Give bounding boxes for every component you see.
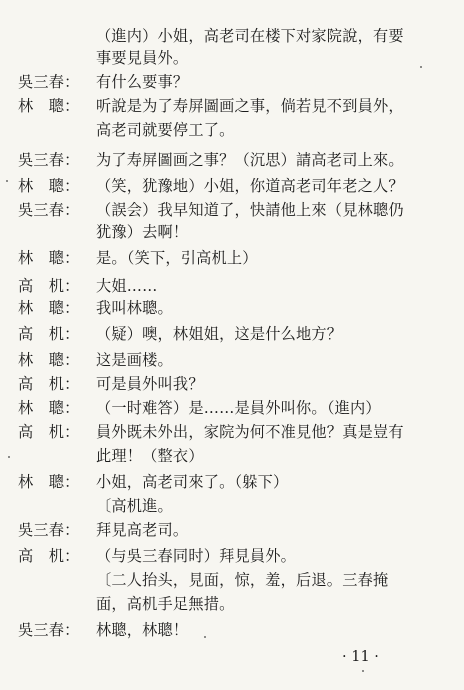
speaker-label: 林 聰：	[18, 249, 80, 267]
print-speck	[420, 66, 422, 68]
dialogue-text: （笑，犹豫地）小姐，你道高老司年老之人？	[96, 177, 404, 195]
speaker-label: 林 聰：	[18, 97, 80, 115]
dialogue-text: 可是員外叫我？	[96, 375, 204, 393]
dialogue-text: （一时难答）是……是員外叫你。（進内）	[96, 399, 381, 417]
speaker-label: 高 机：	[18, 277, 80, 295]
dialogue-text: 为了寿屏圖画之事？（沉思）請高老司上來。	[96, 151, 404, 169]
continuation-text: 此理！（整衣）	[96, 447, 204, 465]
speaker-label: 吳三春：	[18, 73, 80, 91]
dialogue-text: 員外既未外出，家院为何不准見他？真是豈有	[96, 423, 404, 441]
speaker-label: 林 聰：	[18, 351, 80, 369]
dialogue-text: 大姐……	[96, 277, 158, 295]
speaker-label: 林 聰：	[18, 473, 80, 491]
speaker-label: 高 机：	[18, 325, 80, 343]
speaker-label: 高 机：	[18, 423, 80, 441]
speaker-label: 吳三春：	[18, 521, 80, 539]
speaker-label: 林 聰：	[18, 177, 80, 195]
continuation-text: 高老司就要停工了。	[96, 121, 235, 139]
speaker-label: 高 机：	[18, 547, 80, 565]
dialogue-text: 林聰，林聰！	[96, 621, 189, 639]
speaker-label: 吳三春：	[18, 621, 80, 639]
page-number: · 11 ·	[342, 649, 379, 665]
dialogue-text: 我叫林聰。	[96, 299, 173, 317]
print-speck	[362, 670, 364, 672]
print-speck	[204, 636, 206, 638]
print-speck	[8, 456, 10, 458]
dialogue-text: 这是画楼。	[96, 351, 173, 369]
dialogue-text: （誤会）我早知道了，快請他上來（見林聰仍	[96, 201, 404, 219]
dialogue-text: （与吳三春同时）拜見員外。	[96, 547, 297, 565]
continuation-text: （進内）小姐，高老司在楼下对家院說，有要	[96, 27, 404, 45]
speaker-label: 林 聰：	[18, 399, 80, 417]
dialogue-text: 听說是为了寿屏圖画之事，倘若見不到員外，	[96, 97, 404, 115]
continuation-text: 〔二人抬头，見面，惊，羞，后退。三春掩	[96, 571, 389, 589]
dialogue-text: 是。（笑下，引高机上）	[96, 249, 258, 267]
continuation-text: 犹豫）去啊！	[96, 223, 189, 241]
dialogue-text: 小姐，高老司來了。（躲下）	[96, 473, 289, 491]
continuation-text: 面，高机手足無措。	[96, 595, 235, 613]
dialogue-text: 拜見高老司。	[96, 521, 189, 539]
print-speck	[6, 180, 8, 182]
dialogue-text: 有什么要事？	[96, 73, 189, 91]
continuation-text: 〔高机進。	[96, 497, 173, 515]
speaker-label: 吳三春：	[18, 201, 80, 219]
speaker-label: 高 机：	[18, 375, 80, 393]
speaker-label: 吳三春：	[18, 151, 80, 169]
continuation-text: 事要見員外。	[96, 49, 189, 67]
speaker-label: 林 聰：	[18, 299, 80, 317]
dialogue-text: （疑）噢，林姐姐，这是什么地方？	[96, 325, 343, 343]
